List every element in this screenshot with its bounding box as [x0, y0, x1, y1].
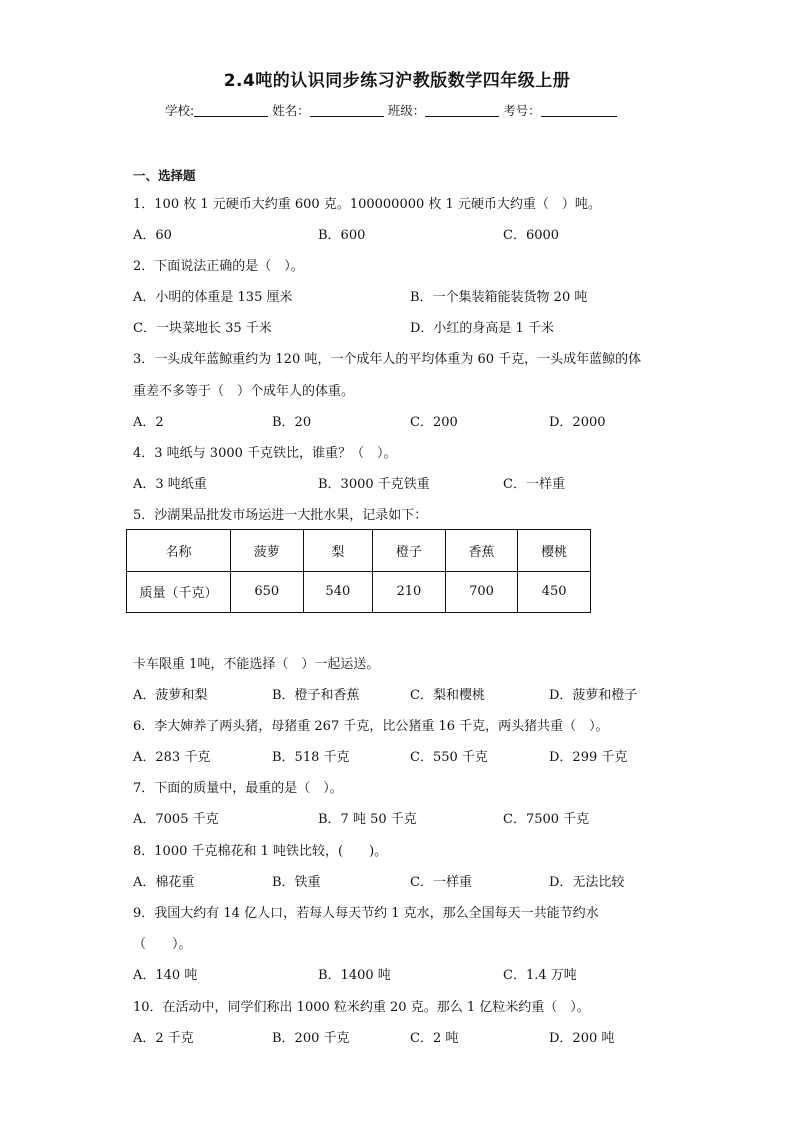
question-5-text: 5．沙湖果品批发市场运进一大批水果，记录如下： [133, 508, 428, 523]
question-9-option-b: B．1400 吨 [318, 968, 391, 983]
table-cell: 210 [373, 571, 446, 613]
question-7-text: 7．下面的质量中，最重的是（ ）。 [133, 781, 343, 796]
question-9-text-line-2: （ ）。 [133, 937, 192, 952]
question-8-option-a: A．棉花重 [133, 875, 195, 890]
name-label: 姓名： [272, 103, 310, 118]
table-row [127, 571, 591, 613]
section-title: 一、选择题 [133, 168, 196, 183]
question-5-option-c: C．梨和樱桃 [410, 688, 485, 703]
table-cell: 梨 [303, 530, 372, 572]
question-10-option-a: A．2 千克 [133, 1031, 194, 1046]
question-1-option-c: C．6000 [503, 228, 560, 243]
question-4-option-c: C．一样重 [503, 477, 565, 492]
question-10-option-d: D．200 吨 [549, 1031, 615, 1046]
question-8-option-d: D．无法比较 [549, 875, 625, 890]
question-1-option-b: B．600 [318, 228, 366, 243]
question-10-text: 10．在活动中，同学们称出 1000 粒米约重 20 克。那么 1 亿粒米约重（ ）。 [133, 1000, 590, 1015]
school-label: 学校: [165, 103, 195, 118]
question-3-text-line-1: 3．一头成年蓝鲸重约为 120 吨，一个成年人的平均体重为 60 千克，一头成年蓝鲸的体 [133, 352, 642, 367]
question-4-text: 4．3 吨纸与 3000 千克铁比，谁重？（ ）。 [133, 446, 397, 461]
question-3-option-c: C．200 [410, 415, 458, 430]
table-cell: 香蕉 [445, 530, 518, 572]
question-8-option-b: B．铁重 [272, 875, 321, 890]
question-6-option-a: A．283 千克 [133, 750, 211, 765]
question-5-option-d: D．菠萝和橙子 [549, 688, 638, 703]
fruit-weight-table [126, 529, 591, 613]
question-4-option-b: B．3000 千克铁重 [318, 477, 430, 492]
table-cell: 橙子 [373, 530, 446, 572]
question-6-option-c: C．550 千克 [410, 750, 488, 765]
table-cell: 540 [303, 571, 372, 613]
question-2-option-b: B．一个集装箱能装货物 20 吨 [410, 290, 588, 305]
exam-number-blank [541, 103, 617, 117]
question-3-option-d: D．2000 [549, 415, 606, 430]
question-9-option-a: A．140 吨 [133, 968, 198, 983]
question-10-option-b: B．200 千克 [272, 1031, 350, 1046]
table-cell: 700 [445, 571, 518, 613]
school-blank [194, 103, 268, 117]
table-cell: 450 [518, 571, 591, 613]
table-cell: 名称 [127, 530, 231, 572]
page-title: 2.4吨的认识同步练习沪教版数学四年级上册 [223, 71, 571, 91]
question-9-text-line-1: 9．我国大约有 14 亿人口，若每人每天节约 1 克水，那么全国每天一共能节约水 [133, 906, 599, 921]
question-2-text: 2．下面说法正确的是（ ）。 [133, 259, 304, 274]
question-3-text-line-2: 重差不多等于（ ）个成年人的体重。 [133, 384, 355, 399]
question-8-option-c: C．一样重 [410, 875, 472, 890]
question-6-option-b: B．518 千克 [272, 750, 350, 765]
question-8-text: 8．1000 千克棉花和 1 吨铁比较，( )。 [133, 844, 388, 859]
name-blank [310, 103, 384, 117]
question-10-option-c: C．2 吨 [410, 1031, 459, 1046]
student-info-line [165, 101, 635, 119]
table-cell: 650 [231, 571, 304, 613]
question-3-option-a: A．2 [133, 415, 164, 430]
question-3-option-b: B．20 [272, 415, 312, 430]
question-9-option-c: C．1.4 万吨 [503, 968, 577, 983]
table-cell: 菠萝 [231, 530, 304, 572]
question-5-text-line-2: 卡车限重 1吨，不能选择（ ）一起运送。 [133, 657, 380, 672]
question-7-option-a: A．7005 千克 [133, 812, 219, 827]
question-2-option-d: D．小红的身高是 1 千米 [410, 321, 554, 336]
question-5-option-b: B．橙子和香蕉 [272, 688, 360, 703]
question-1-text: 1．100 枚 1 元硬币大约重 600 克。100000000 枚 1 元硬币大约重（ ）吨。 [133, 197, 601, 212]
table-header-row [127, 530, 591, 572]
exam-number-label: 考号： [503, 103, 541, 118]
question-4-option-a: A．3 吨纸重 [133, 477, 207, 492]
question-1-option-a: A．60 [133, 228, 172, 243]
table-cell: 樱桃 [518, 530, 591, 572]
class-blank [425, 103, 499, 117]
class-label: 班级： [387, 103, 426, 118]
question-2-option-a: A．小明的体重是 135 厘米 [133, 290, 293, 305]
question-7-option-b: B．7 吨 50 千克 [318, 812, 417, 827]
question-2-option-c: C．一块菜地长 35 千米 [133, 321, 272, 336]
question-6-text: 6．李大婶养了两头猪，母猪重 267 千克，比公猪重 16 千克，两头猪共重（ ）。 [133, 719, 609, 734]
question-6-option-d: D．299 千克 [549, 750, 628, 765]
table-cell: 质量（千克） [127, 571, 231, 613]
question-5-option-a: A．菠萝和梨 [133, 688, 208, 703]
question-7-option-c: C．7500 千克 [503, 812, 590, 827]
